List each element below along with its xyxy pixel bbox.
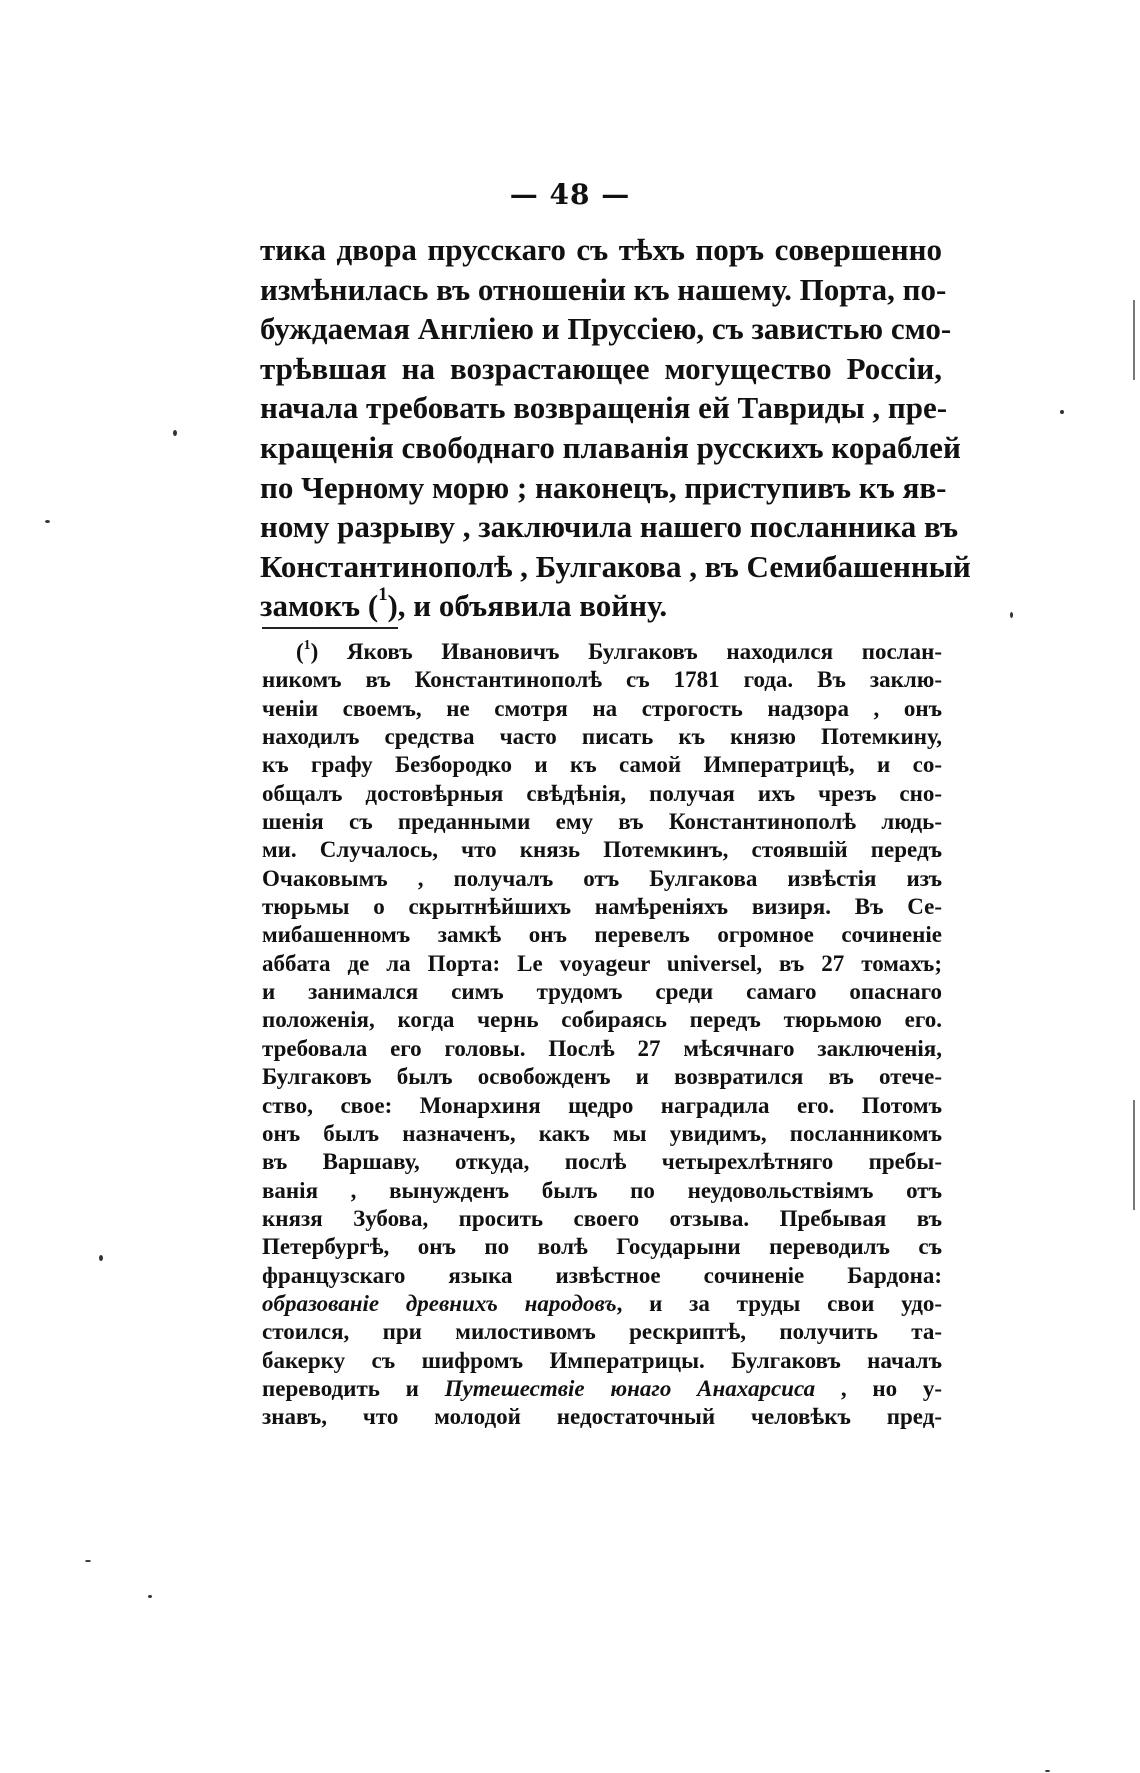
main-text-last-before: замокъ ( [260,588,379,624]
footnote-line: стоился, при милостивомъ рескриптѣ, получить та- [262,1319,942,1345]
scan-edge-line [1133,300,1135,380]
scan-speck [45,520,50,523]
footnote-line: общалъ достовѣрныя свѣдѣнія, получая ихъ чрезъ сно- [262,780,942,806]
footnote-line: ванія , вынужденъ былъ по неудовольствіямъ отъ [262,1177,942,1203]
footnote-italic-line-2 [262,1375,942,1403]
footnote-line: положенія, когда чернь собираясь передъ тюрьмою его. [262,1007,942,1033]
main-text-line: буждаемая Англіею и Пруссіею, съ завистью смо- [260,311,952,347]
footnote-marker: 1 [303,637,311,652]
footnote-line: и занимался симъ трудомъ среди самаго опаснаго [262,979,942,1005]
scan-speck [1060,410,1064,414]
main-text [260,230,971,626]
footnote [262,638,942,1432]
footnote-italic-line-2-after: , но у- [815,1375,942,1401]
scan-speck [1045,1770,1050,1772]
main-text-last-after: ), и объявила войну. [387,588,668,624]
footnote-line: находилъ средства часто писать къ князю Потемкину, [262,724,942,750]
footnote-italic-title: образованіе древнихъ народовъ [262,1290,617,1316]
scan-edge-line [1133,1100,1135,1210]
scan-speck [85,1560,91,1562]
main-text-line: кращенія свободнаго плаванія русскихъ кораблей [260,429,961,465]
footnote-first-line: ($^1$) Яковъ Ивановичъ Булгаковъ находился послан- [296,637,942,664]
footnote-line: князя Зубова, просить своего отзыва. Пребывая въ [262,1205,942,1231]
footnote-last-line: знавъ, что молодой недостаточный человѣкъ пред- [262,1404,942,1430]
footnote-line: ми. Случалось, что князь Потемкинъ, стоявшій передъ [262,837,942,863]
main-text-last-line [260,586,942,626]
footnote-italic-line-2-before: переводить и [262,1375,445,1401]
scan-speck [99,1255,103,1261]
footnote-line: аббата де ла Порта: Le voyageur universel, въ 27 томахъ; [262,950,942,976]
main-text-line: измѣнилась въ отношеніи къ нашему. Порта, по- [260,271,947,307]
footnote-line: въ Варшаву, откуда, послѣ четырехлѣтняго пребы- [262,1149,942,1175]
footnote-line: тюрьмы о скрытнѣйшихъ намѣреніяхъ визиря. Въ Се- [262,894,942,920]
main-text-line: тика двора прусскаго съ тѣхъ поръ совершенно [260,232,942,267]
footnote-italic-line [262,1290,942,1318]
footnote-line: онъ былъ назначенъ, какъ мы увидимъ, посланникомъ [262,1120,942,1146]
footnote-line: бакерку съ шифромъ Императрицы. Булгаковъ началъ [262,1347,942,1373]
footnote-line: Булгаковъ былъ освобожденъ и возвратился въ отече- [262,1064,942,1090]
page-number: — 48 — [509,178,631,211]
main-text-line: ному разрыву , заключила нашего посланника въ [260,509,959,545]
main-text-line: Константинополѣ , Булгакова , въ Семибашенный [260,548,971,584]
footnote-italic-title-2: Путешествіе юнаго Анахарсиса [444,1375,816,1401]
footnote-line: мибашенномъ замкѣ онъ перевелъ огромное сочиненіе [262,922,942,948]
footnote-line: ство, свое: Монархиня щедро наградила его. Потомъ [262,1092,942,1118]
scan-speck [148,1595,152,1598]
main-text-line: начала требовать возвращенія ей Тавриды , пре- [260,390,948,426]
footnote-line: требовала его головы. Послѣ 27 мѣсячнаго заключенія, [262,1035,942,1061]
main-text-line: по Черному морю ; наконецъ, приступивъ къ яв- [260,469,947,505]
footnote-line: шенія съ преданными ему въ Константинополѣ людь- [262,809,942,835]
footnote-reference: 1 [378,584,388,606]
footnote-divider [262,627,398,629]
footnote-line: Очаковымъ , получалъ отъ Булгакова извѣстія изъ [262,865,942,891]
footnote-line: никомъ въ Константинополѣ съ 1781 года. Въ заклю- [262,667,942,693]
footnote-line: Петербургѣ, онъ по волѣ Государыни переводилъ съ [262,1234,942,1260]
footnote-italic-line-after: , и за труды свои удо- [616,1290,942,1316]
footnote-line: къ графу Безбородко и къ самой Императрицѣ, и со- [262,752,942,778]
main-text-line: трѣвшая на возрастающее могущество Россіи, [260,350,942,386]
footnote-line: ченіи своемъ, не смотря на строгость надзора , онъ [262,695,942,721]
footnote-first-line-text: ) Яковъ Ивановичъ Булгаковъ находился послан- [310,639,942,664]
scan-speck [1010,612,1013,618]
footnote-line: французскаго языка извѣстное сочиненіе Бардона: [262,1262,942,1288]
scan-speck [173,430,177,436]
